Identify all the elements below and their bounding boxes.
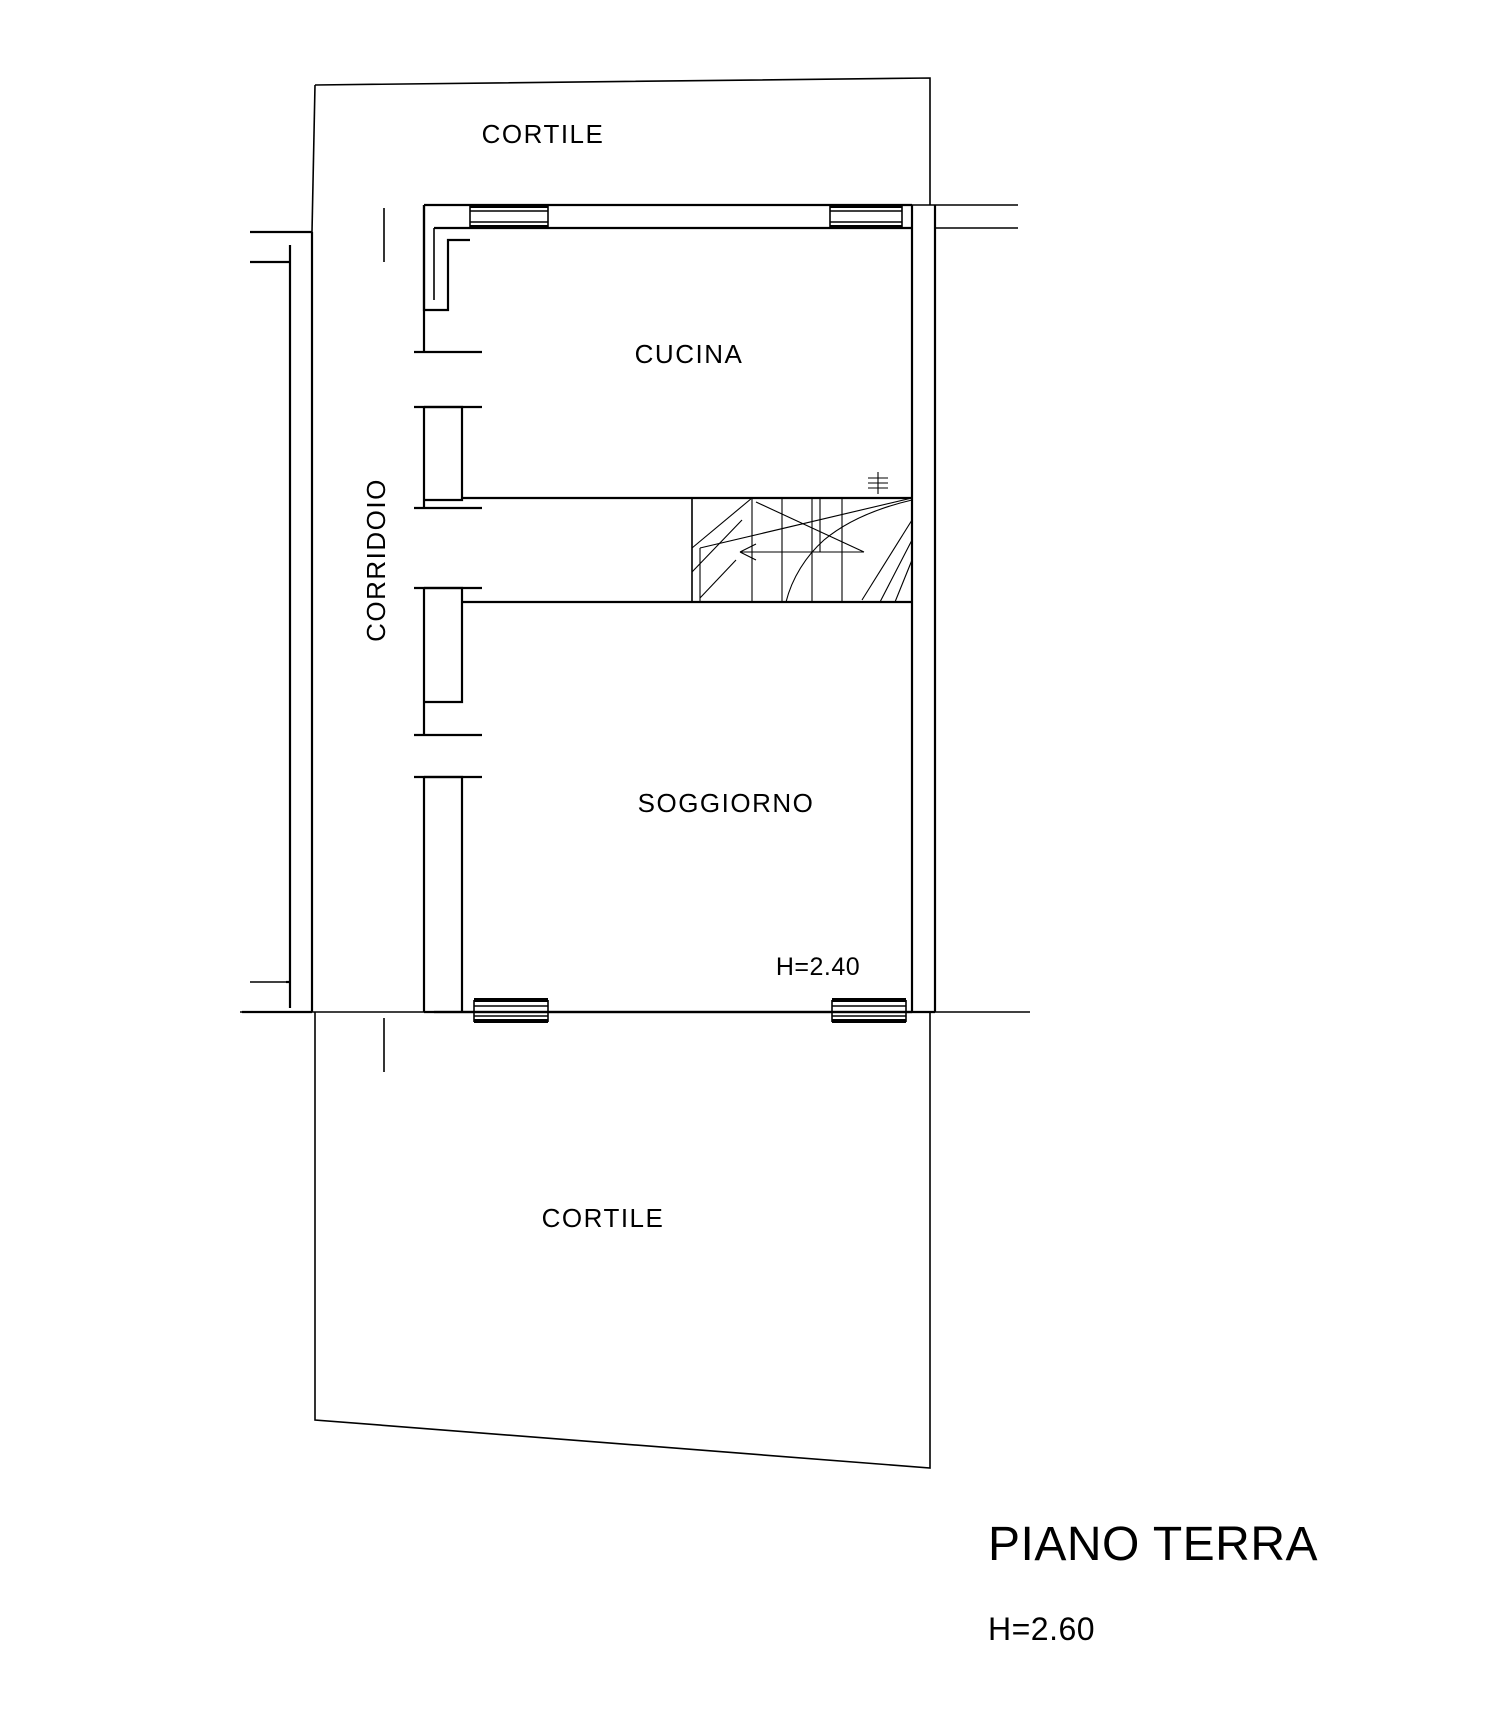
- annotation-height-soggiorno: H=2.40: [775, 953, 861, 981]
- room-label-cucina: CUCINA: [634, 339, 744, 369]
- cortile-bottom-outline: [315, 1012, 930, 1468]
- room-label-soggiorno: SOGGIORNO: [637, 788, 815, 818]
- room-label-cortile-top: CORTILE: [481, 119, 605, 149]
- building-walls: [242, 205, 935, 1012]
- staircase: [692, 472, 912, 602]
- room-label-corridoio: CORRIDOIO: [361, 478, 391, 642]
- cortile-top-outline: [312, 78, 930, 232]
- top-wall-windows: [250, 204, 1018, 262]
- room-label-cortile-bottom: CORTILE: [541, 1203, 665, 1233]
- plan-height-note: H=2.60: [988, 1611, 1096, 1647]
- plan-title: PIANO TERRA: [988, 1518, 1319, 1571]
